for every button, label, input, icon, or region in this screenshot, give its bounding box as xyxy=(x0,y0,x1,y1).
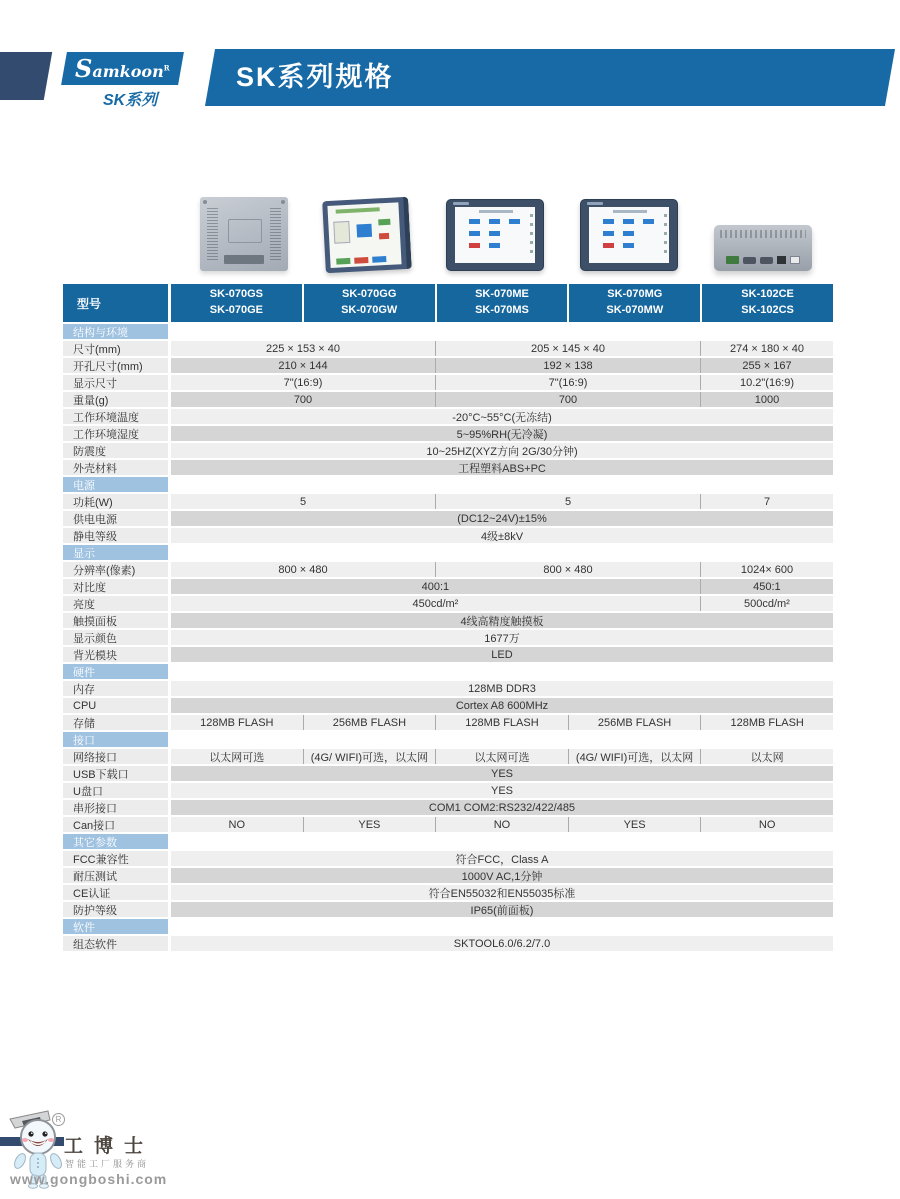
screen-element xyxy=(333,221,350,244)
section-row xyxy=(63,324,833,339)
table-row xyxy=(63,698,833,713)
row-cells xyxy=(171,630,833,645)
screen-element xyxy=(509,219,520,224)
registered-mark-icon: R xyxy=(52,1113,65,1126)
table-row xyxy=(63,358,833,373)
spec-cell: 128MB FLASH xyxy=(171,715,303,730)
row-cells xyxy=(171,579,833,594)
table-header-row xyxy=(63,284,833,322)
row-label: 工作环境湿度 xyxy=(63,426,168,441)
screen-element xyxy=(603,231,614,236)
page-title: SK系列规格 xyxy=(236,62,394,92)
screen-element xyxy=(378,219,390,226)
section-label: 接口 xyxy=(63,732,168,747)
table-row xyxy=(63,341,833,356)
row-cells xyxy=(171,426,833,441)
section-row xyxy=(63,919,833,934)
row-cells xyxy=(171,545,833,560)
row-cells xyxy=(171,732,833,747)
table-row xyxy=(63,528,833,543)
spec-cell: 7"(16:9) xyxy=(435,375,700,390)
samkoon-logo-text: Samkoon$^R$ xyxy=(75,54,170,83)
section-label: 电源 xyxy=(63,477,168,492)
spec-cell: 400:1 xyxy=(171,579,700,594)
spec-cell: 10~25HZ(XYZ方向 2G/30分钟) xyxy=(171,443,833,458)
db9-connector xyxy=(743,257,756,264)
spec-cell: 4线高精度触摸板 xyxy=(171,613,833,628)
model-name: SK-070MW xyxy=(606,304,664,316)
row-cells xyxy=(171,443,833,458)
row-label: Can接口 xyxy=(63,817,168,832)
hmi-angled-view-image xyxy=(322,197,412,273)
table-row xyxy=(63,681,833,696)
spec-cell: 5 xyxy=(435,494,700,509)
row-label: 存储 xyxy=(63,715,168,730)
spec-cell: 以太网可选 xyxy=(435,749,568,764)
hmi-front-view-image xyxy=(446,199,544,271)
model-name: SK-102CE xyxy=(741,288,794,301)
screw-dot xyxy=(281,200,285,204)
spec-cell: 256MB FLASH xyxy=(568,715,701,730)
model-name: SK-070GG xyxy=(341,288,397,301)
row-cells xyxy=(171,562,833,577)
spec-cell: 1000 xyxy=(700,392,833,407)
row-label: CPU xyxy=(63,698,168,713)
screen-element xyxy=(372,256,386,263)
spec-cell: 1677万 xyxy=(171,630,833,645)
spec-cell: 700 xyxy=(435,392,700,407)
spec-cell: 210 × 144 xyxy=(171,358,435,373)
row-label: 显示尺寸 xyxy=(63,375,168,390)
table-row xyxy=(63,647,833,662)
screen-element xyxy=(664,213,667,253)
row-cells xyxy=(171,698,833,713)
table-body xyxy=(63,324,833,951)
spec-cell: 128MB FLASH xyxy=(435,715,568,730)
title-bar xyxy=(205,49,895,106)
hmi-screen xyxy=(455,207,535,263)
gongboshi-website: www.gongboshi.com xyxy=(10,1171,168,1187)
section-label: 显示 xyxy=(63,545,168,560)
spec-cell: 1024× 600 xyxy=(700,562,833,577)
spec-cell: (DC12~24V)±15% xyxy=(171,511,833,526)
spec-cell: 10.2"(16:9) xyxy=(700,375,833,390)
spec-cell: YES xyxy=(171,783,833,798)
row-cells xyxy=(171,409,833,424)
row-cells xyxy=(171,477,833,492)
table-row xyxy=(63,885,833,900)
spec-cell: NO xyxy=(700,817,833,832)
table-row xyxy=(63,613,833,628)
table-row xyxy=(63,902,833,917)
table-row xyxy=(63,460,833,475)
gongboshi-brand-text: 工博士 xyxy=(64,1135,155,1157)
row-cells xyxy=(171,596,833,611)
row-cells xyxy=(171,341,833,356)
table-row xyxy=(63,817,833,832)
screen-element xyxy=(469,243,480,248)
row-label: 耐压测试 xyxy=(63,868,168,883)
spec-cell: 450:1 xyxy=(700,579,833,594)
section-row xyxy=(63,834,833,849)
spec-cell: 256MB FLASH xyxy=(303,715,436,730)
hmi-ports-view-image xyxy=(714,225,812,271)
row-label: 防护等级 xyxy=(63,902,168,917)
model-header-cell xyxy=(569,284,700,322)
spec-cell: 128MB DDR3 xyxy=(171,681,833,696)
terminal-connector xyxy=(726,256,739,264)
screen-element xyxy=(354,257,368,264)
row-label: 外壳材料 xyxy=(63,460,168,475)
spec-cell: 192 × 138 xyxy=(435,358,700,373)
row-cells xyxy=(171,528,833,543)
hmi-front-view-image xyxy=(580,199,678,271)
row-label: 工作环境温度 xyxy=(63,409,168,424)
table-row xyxy=(63,936,833,951)
spec-cell: Cortex A8 600MHz xyxy=(171,698,833,713)
vent-pattern xyxy=(720,230,806,238)
row-cells xyxy=(171,766,833,781)
row-label: USB下载口 xyxy=(63,766,168,781)
spec-cell: (4G/ WIFI)可选，以太网 xyxy=(303,749,436,764)
model-name: SK-070GS xyxy=(209,288,263,301)
spec-cell: 255 × 167 xyxy=(700,358,833,373)
table-row xyxy=(63,766,833,781)
model-header-label: 型号 xyxy=(63,284,168,322)
section-label: 软件 xyxy=(63,919,168,934)
vent-pattern xyxy=(207,206,218,260)
table-row xyxy=(63,596,833,611)
spec-cell: 128MB FLASH xyxy=(700,715,833,730)
row-cells xyxy=(171,715,833,730)
table-row xyxy=(63,868,833,883)
spec-cell: 7 xyxy=(700,494,833,509)
model-header-cell xyxy=(702,284,833,322)
row-cells xyxy=(171,511,833,526)
model-columns xyxy=(171,284,833,322)
row-label: 尺寸(mm) xyxy=(63,341,168,356)
section-label: 结构与环境 xyxy=(63,324,168,339)
model-name: SK-070MS xyxy=(475,304,529,316)
row-cells xyxy=(171,936,833,951)
spec-cell: 5~95%RH(无冷凝) xyxy=(171,426,833,441)
row-cells xyxy=(171,392,833,407)
model-name: SK-070GW xyxy=(341,304,398,316)
connector-row xyxy=(714,256,812,264)
row-cells xyxy=(171,851,833,866)
spec-cell: 5 xyxy=(171,494,435,509)
row-cells xyxy=(171,664,833,679)
table-row xyxy=(63,630,833,645)
screen-element xyxy=(379,233,389,240)
hmi-screen xyxy=(327,202,401,268)
model-name: SK-102CS xyxy=(741,304,794,316)
table-row xyxy=(63,375,833,390)
table-row xyxy=(63,392,833,407)
table-row xyxy=(63,851,833,866)
section-row xyxy=(63,664,833,679)
spec-cell: LED xyxy=(171,647,833,662)
spec-cell: -20°C~55°C(无冻结) xyxy=(171,409,833,424)
brand-mark xyxy=(453,202,469,205)
spec-table xyxy=(63,284,833,953)
section-row xyxy=(63,545,833,560)
screen-element xyxy=(489,231,500,236)
spec-cell: YES xyxy=(568,817,701,832)
rear-plate xyxy=(228,219,262,243)
row-cells xyxy=(171,834,833,849)
model-name: SK-070GE xyxy=(209,304,263,316)
row-label: 网络接口 xyxy=(63,749,168,764)
screen-element xyxy=(489,219,500,224)
section-label: 其它参数 xyxy=(63,834,168,849)
spec-cell: SKTOOL6.0/6.2/7.0 xyxy=(171,936,833,951)
table-row xyxy=(63,749,833,764)
table-row xyxy=(63,494,833,509)
row-cells xyxy=(171,613,833,628)
vent-pattern xyxy=(270,206,281,260)
section-row xyxy=(63,732,833,747)
row-label: 触摸面板 xyxy=(63,613,168,628)
row-cells xyxy=(171,460,833,475)
row-cells xyxy=(171,885,833,900)
row-label: 亮度 xyxy=(63,596,168,611)
row-label: 内存 xyxy=(63,681,168,696)
row-label: 开孔尺寸(mm) xyxy=(63,358,168,373)
row-label: 重量(g) xyxy=(63,392,168,407)
row-cells xyxy=(171,647,833,662)
row-cells xyxy=(171,868,833,883)
screen-element xyxy=(603,219,614,224)
row-cells xyxy=(171,817,833,832)
row-cells xyxy=(171,783,833,798)
spec-cell: 800 × 480 xyxy=(435,562,700,577)
brand-mark xyxy=(587,202,603,205)
spec-cell: 450cd/m² xyxy=(171,596,700,611)
corner-accent-shape xyxy=(0,52,52,100)
row-label: 功耗(W) xyxy=(63,494,168,509)
row-label: 分辨率(像素) xyxy=(63,562,168,577)
row-cells xyxy=(171,375,833,390)
row-label: 静电等级 xyxy=(63,528,168,543)
row-label: U盘口 xyxy=(63,783,168,798)
screen-element xyxy=(469,219,480,224)
screen-element xyxy=(479,210,513,213)
ethernet-port xyxy=(777,256,786,264)
row-cells xyxy=(171,749,833,764)
model-name: SK-070MG xyxy=(607,288,663,301)
section-label: 硬件 xyxy=(63,664,168,679)
screen-element xyxy=(336,207,380,213)
spec-cell: 7"(16:9) xyxy=(171,375,435,390)
series-label: SK系列 xyxy=(103,92,158,109)
samkoon-logo xyxy=(61,52,184,85)
connector-slot xyxy=(224,255,264,264)
table-row xyxy=(63,426,833,441)
spec-cell: IP65(前面板) xyxy=(171,902,833,917)
spec-cell: (4G/ WIFI)可选，以太网 xyxy=(568,749,701,764)
row-cells xyxy=(171,358,833,373)
screen-element xyxy=(623,219,634,224)
table-row xyxy=(63,511,833,526)
screen-element xyxy=(623,243,634,248)
spec-cell: 1000V AC,1分钟 xyxy=(171,868,833,883)
table-row xyxy=(63,443,833,458)
db9-connector xyxy=(760,257,773,264)
spec-cell: NO xyxy=(435,817,568,832)
hmi-rear-view-image xyxy=(200,197,288,271)
spec-cell: 700 xyxy=(171,392,435,407)
spec-cell: NO xyxy=(171,817,303,832)
screen-element xyxy=(356,224,372,238)
product-images-row xyxy=(200,183,812,271)
spec-cell: 274 × 180 × 40 xyxy=(700,341,833,356)
model-header-cell xyxy=(171,284,302,322)
spec-cell: 以太网 xyxy=(700,749,833,764)
screen-element xyxy=(623,231,634,236)
row-label: 防震度 xyxy=(63,443,168,458)
row-label: 串形接口 xyxy=(63,800,168,815)
table-row xyxy=(63,783,833,798)
row-cells xyxy=(171,324,833,339)
gongboshi-slogan: 智能工厂服务商 xyxy=(65,1159,150,1169)
row-label: 组态软件 xyxy=(63,936,168,951)
screen-element xyxy=(643,219,654,224)
spec-cell: 500cd/m² xyxy=(700,596,833,611)
spec-cell: 工程塑料ABS+PC xyxy=(171,460,833,475)
model-name: SK-070ME xyxy=(475,288,529,301)
spec-cell: COM1 COM2:RS232/422/485 xyxy=(171,800,833,815)
row-label: FCC兼容性 xyxy=(63,851,168,866)
row-label: 背光模块 xyxy=(63,647,168,662)
row-cells xyxy=(171,902,833,917)
row-label: 显示颜色 xyxy=(63,630,168,645)
row-label: 对比度 xyxy=(63,579,168,594)
screen-element xyxy=(489,243,500,248)
screen-element xyxy=(530,213,533,253)
spec-cell: 以太网可选 xyxy=(171,749,303,764)
spec-cell: YES xyxy=(171,766,833,781)
row-cells xyxy=(171,681,833,696)
screw-dot xyxy=(203,200,207,204)
spec-cell: 205 × 145 × 40 xyxy=(435,341,700,356)
row-cells xyxy=(171,919,833,934)
usb-port xyxy=(790,256,800,264)
table-row xyxy=(63,562,833,577)
model-header-cell xyxy=(437,284,568,322)
table-row xyxy=(63,579,833,594)
spec-cell: 4级±8kV xyxy=(171,528,833,543)
table-row xyxy=(63,800,833,815)
spec-cell: 符合EN55032和EN55035标准 xyxy=(171,885,833,900)
spec-cell: YES xyxy=(303,817,436,832)
spec-cell: 符合FCC，Class A xyxy=(171,851,833,866)
row-label: 供电电源 xyxy=(63,511,168,526)
hmi-screen xyxy=(589,207,669,263)
section-row xyxy=(63,477,833,492)
screen-element xyxy=(336,258,350,265)
row-cells xyxy=(171,800,833,815)
table-row xyxy=(63,715,833,730)
spec-cell: 800 × 480 xyxy=(171,562,435,577)
model-header-cell xyxy=(304,284,435,322)
screen-element xyxy=(603,243,614,248)
screen-element xyxy=(613,210,647,213)
spec-cell: 225 × 153 × 40 xyxy=(171,341,435,356)
table-row xyxy=(63,409,833,424)
row-label: CE认证 xyxy=(63,885,168,900)
row-cells xyxy=(171,494,833,509)
screen-element xyxy=(469,231,480,236)
